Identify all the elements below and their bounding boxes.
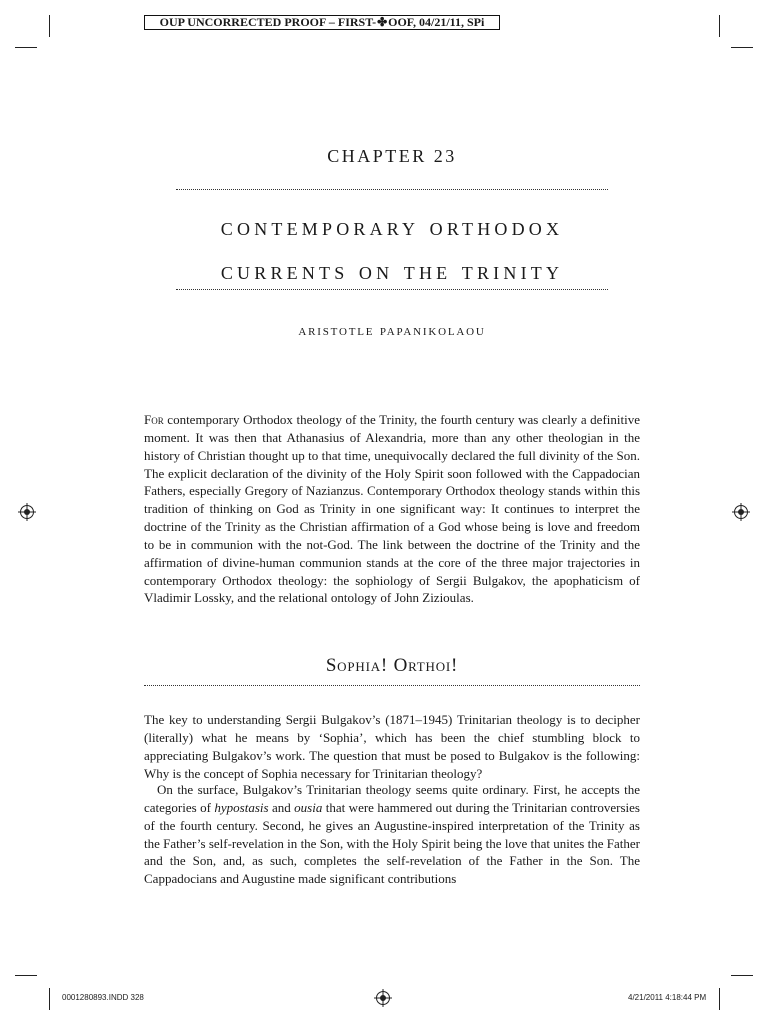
proof-slug-text-end: OOF, 04/21/11, SPi <box>388 15 485 29</box>
crop-mark-top-left-vertical <box>49 15 50 37</box>
crop-mark-top-right-horizontal <box>731 47 753 48</box>
proof-mark-icon: ✤ <box>377 15 388 29</box>
crop-mark-bottom-left-vertical <box>49 988 50 1010</box>
crop-mark-bottom-right-horizontal <box>731 975 753 976</box>
crop-mark-bottom-left-horizontal <box>15 975 37 976</box>
proof-slug-text-start: OUP UNCORRECTED PROOF – FIRST- <box>159 15 377 29</box>
intro-text: contemporary Orthodox theology of the Trinity, the fourth century was clearly a definitive moment. It was then that Athanasius of Alexandria, more than any other theologian in the history of Christian thought up to that time, unequivocally declared the full divinity of the Son. The explicit declaration of the divinity of the Holy Spirit soon followed with the Cappadocian Fathers, especially Gregory of Nazianzus. Contemporary Orthodox theology stands within this tradition of thinking on God as Trinity in one significant way: It continues to interpret the doctrine of the Trinity as the Christian affirmation of a God whose being is love and freedom to be in communion with the not-God. The link between the doctrine of the Trinity and the affirmation of divine-human communion stands at the core of the three major trajectories in contemporary Orthodox theology: the sophiology of Sergii Bulgakov, the apophaticism of Vladimir Lossky, and the relational ontology of John Zizioulas. <box>144 412 640 606</box>
dotted-rule-top <box>176 189 608 190</box>
crop-mark-top-left-horizontal <box>15 47 37 48</box>
term-hypostasis: hypostasis <box>214 799 269 815</box>
intro-paragraph <box>144 411 640 607</box>
para2-text-a: On the surface, Bulgakov’s Trinitarian theology seems quite ordinary. First, he accepts the categories of <box>144 782 640 815</box>
para2-text-b: and <box>268 799 295 815</box>
section-paragraph-1: The key to understanding Sergii Bulgakov’s (1871–1945) Trinitarian theology is to decipher (literally) what he means by ‘Sophia’, which has been the chief stumbling block to appreciating Bulgakov’s work. The question that must be posed to Bulgakov is the following: Why is the concept of Sophia necessary for Trinitarian theology? <box>144 712 640 781</box>
crop-mark-top-right-vertical <box>719 15 720 37</box>
footer-file-info: 0001280893.INDD 328 <box>62 993 144 1002</box>
registration-mark-icon-bottom <box>374 989 392 1007</box>
para2-text-c: that were hammered out during the Trinitarian controversies of the fourth century. Second, he gives an Augustine-inspired interpretation of the Trinity as the Father’s self-revelation in the Son, with the Holy Spirit being the love that unites the Father and the Son, and, as such, completes the self-revelation of the Father in the Son. The Cappadocians and Augustine made significant contributions <box>144 799 640 887</box>
chapter-author: aristotle papanikolaou <box>298 323 486 339</box>
section-dotted-rule <box>144 685 640 686</box>
registration-mark-icon-left <box>18 503 36 521</box>
dotted-rule-bottom <box>176 289 608 290</box>
chapter-title-line-1: contemporary orthodox <box>220 214 564 241</box>
proof-slug <box>144 15 500 30</box>
term-ousia: ousia <box>294 799 323 815</box>
crop-mark-bottom-right-vertical <box>719 988 720 1010</box>
chapter-title-line-2: currents on the trinity <box>220 258 564 285</box>
section-heading: Sophia! Orthoi! <box>325 655 459 676</box>
intro-lead-word: For <box>144 412 164 427</box>
registration-mark-icon-right <box>732 503 750 521</box>
section-paragraph-2 <box>144 781 640 888</box>
footer-date-info: 4/21/2011 4:18:44 PM <box>628 993 707 1002</box>
chapter-title <box>144 206 640 294</box>
chapter-label: CHAPTER 23 <box>327 146 457 166</box>
